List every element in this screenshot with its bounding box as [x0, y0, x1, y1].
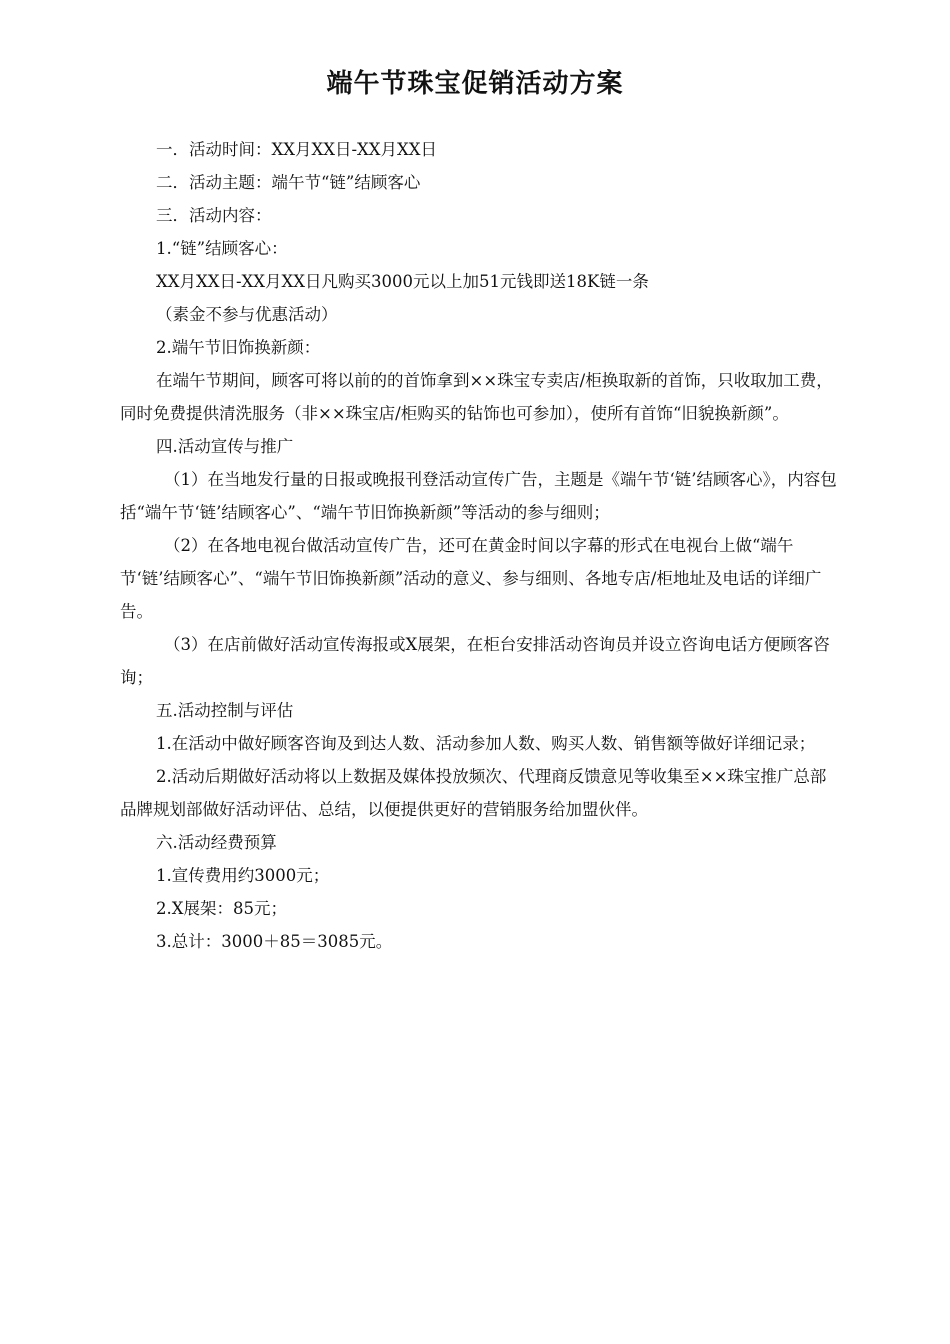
paragraph-activity-time: 一．活动时间：XX月XX日-XX月XX日 — [156, 140, 438, 159]
paragraph-budget-2: 2.X展架：85元； — [156, 899, 287, 918]
paragraph-activity-content-heading: 三．活动内容： — [156, 206, 272, 225]
document-body — [120, 133, 840, 958]
paragraph-promotion-1: （1）在当地发行量的日报或晚报刊登活动宣传广告，主题是《端午节‘链’结顾客心》，内容包括“端午节‘链’结顾客心”、“端午节旧饰换新颜”等活动的参与细则； — [120, 470, 837, 522]
paragraph-promotion-heading: 四.活动宣传与推广 — [156, 437, 294, 456]
paragraph-budget-1: 1.宣传费用约3000元； — [156, 866, 330, 885]
paragraph-item-1-note: （素金不参与优惠活动） — [156, 305, 338, 324]
paragraph-activity-theme: 二．活动主题：端午节“链”结顾客心 — [156, 173, 421, 192]
paragraph-item-2-detail: 在端午节期间，顾客可将以前的的首饰拿到××珠宝专卖店/柜换取新的首饰，只收取加工费，同时免费提供清洗服务（非××珠宝店/柜购买的钻饰也可参加），使所有首饰“旧貌换新颜”。 — [120, 371, 833, 423]
paragraph-budget-heading: 六.活动经费预算 — [156, 833, 277, 852]
document-title: 端午节珠宝促销活动方案 — [326, 69, 624, 99]
paragraph-item-2-heading: 2.端午节旧饰换新颜： — [156, 338, 321, 357]
paragraph-promotion-2: （2）在各地电视台做活动宣传广告，还可在黄金时间以字幕的形式在电视台上做“端午节‘链’结顾客心”、“端午节旧饰换新颜”活动的意义、参与细则、各地专店/柜地址及电话的详细广告。 — [120, 536, 822, 621]
paragraph-control-1: 1.在活动中做好顾客咨询及到达人数、活动参加人数、购买人数、销售额等做好详细记录； — [156, 734, 816, 753]
paragraph-item-1-heading: 1.“链”结顾客心： — [156, 239, 288, 258]
paragraph-control-heading: 五.活动控制与评估 — [156, 701, 294, 720]
paragraph-item-1-detail: XX月XX日-XX月XX日凡购买3000元以上加51元钱即送18K链一条 — [156, 272, 649, 291]
paragraph-budget-3: 3.总计：3000＋85＝3085元。 — [156, 932, 393, 951]
paragraph-promotion-3: （3）在店前做好活动宣传海报或X展架，在柜台安排活动咨询员并设立咨询电话方便顾客咨询； — [120, 635, 830, 687]
paragraph-control-2: 2.活动后期做好活动将以上数据及媒体投放频次、代理商反馈意见等收集至××珠宝推广总部品牌规划部做好活动评估、总结，以便提供更好的营销服务给加盟伙伴。 — [120, 767, 827, 819]
